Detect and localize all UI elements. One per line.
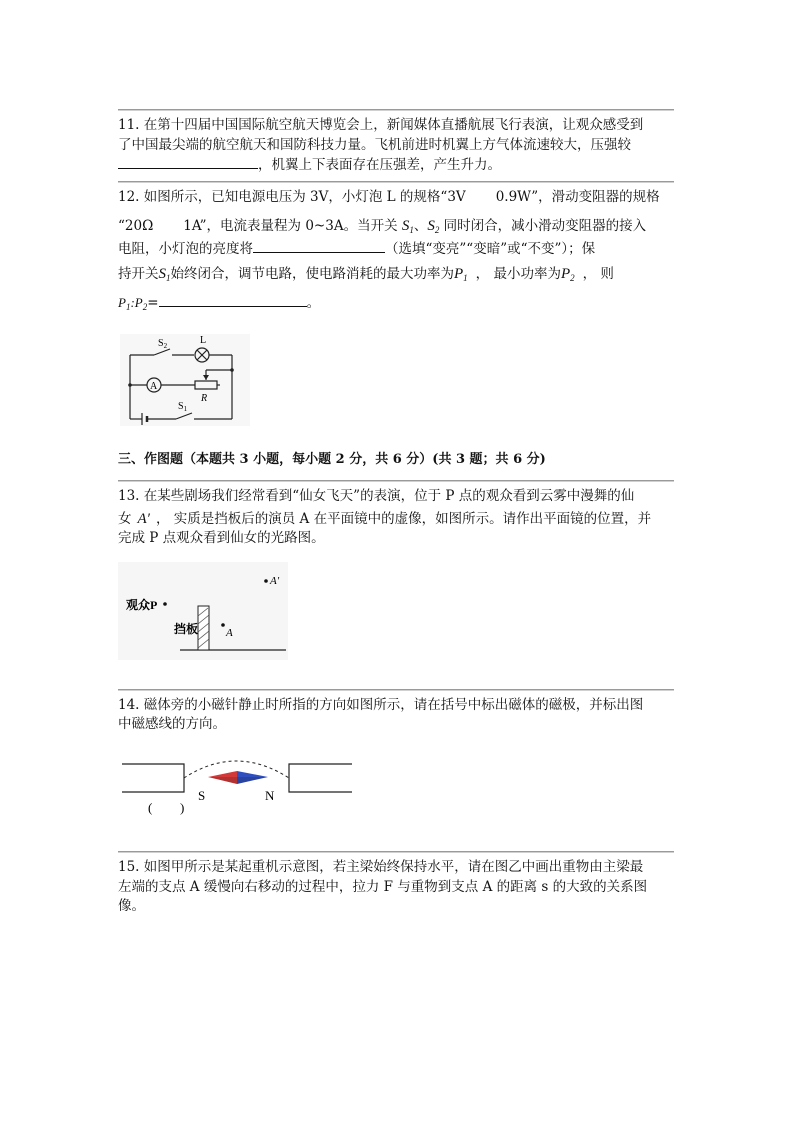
q11-answer-blank[interactable] (118, 154, 258, 169)
q12-line-2: “20Ω 1A”，电流表量程为 0~3A。当开关 $S_1$、$S_2$ 同时闭合，减小滑动变阻器的接入 (118, 218, 647, 235)
q15-line-2: 左端的支点 A 缓慢向右移动的过程中，拉力 F 与重物到支点 A 的距离 s 的大致的关系图 (118, 879, 648, 895)
magnet-paren-right: ) (180, 800, 185, 815)
magnet-paren-left: ( (148, 800, 153, 815)
q14-magnet-figure (118, 752, 358, 814)
mirror-label-board: 挡板 (174, 622, 199, 636)
q11-line-2: 了中国最尖端的航空航天和国防科技力量。飞机前进时机翼上方气体流速较大，压强较 (118, 137, 631, 153)
circuit-label-l: L (200, 335, 207, 346)
needle-label-s: S (198, 788, 206, 803)
q14-line-2: 中磁感线的方向。 (118, 716, 226, 732)
mirror-label-a-prime: A′ (270, 575, 280, 587)
q12-line-1: 12. 如图所示，已知电源电压为 3V，小灯泡 L 的规格“3V 0.9W”，滑动变阻器的规格 (118, 189, 660, 205)
q12-circuit-figure (120, 334, 250, 426)
q12-switch-s1-b: $S_1$ (158, 266, 171, 283)
section-3-heading: 三、作图题（本题共 3 小题，每小题 2 分，共 6 分）(共 3 题；共 6 分) (118, 452, 546, 467)
q12-p2: $P_2$ (560, 266, 575, 283)
mirror-label-viewer: 观众P (126, 598, 158, 612)
divider-q13 (118, 480, 674, 482)
q12-brightness-blank[interactable] (253, 238, 385, 253)
circuit-label-s1: $S_1$ (178, 401, 188, 413)
needle-label-n: N (265, 788, 275, 803)
divider-q14 (118, 689, 674, 691)
circuit-label-r: R (201, 393, 208, 404)
circuit-label-s2: $S_2$ (158, 338, 168, 350)
q12-ratio-blank[interactable] (159, 292, 307, 307)
q13-line-3: 完成 P 点观众看到仙女的光路图。 (118, 530, 325, 546)
q14-line-1: 14. 磁体旁的小磁针静止时所指的方向如图所示，请在括号中标出磁体的磁极，并标出图 (118, 697, 644, 713)
q11-line-1: 11. 在第十四届中国国际航空航天博览会上，新闻媒体直播航展飞行表演，让观众感受到 (118, 117, 644, 133)
q13-line-1: 13. 在某些剧场我们经常看到“仙女飞天”的表演，位于 P 点的观众看到云雾中漫舞的仙 (118, 488, 635, 504)
q13-mirror-figure (118, 562, 288, 660)
q13-line-2: 女 A′ ， 实质是挡板后的演员 A 在平面镜中的虚像，如图所示。请作出平面镜的位置，并 (118, 511, 652, 527)
q13-a-prime: A′ (137, 511, 150, 527)
circuit-label-a: A (150, 381, 158, 392)
q15-line-1: 15. 如图甲所示是某起重机示意图，若主梁始终保持水平，请在图乙中画出重物由主梁最 (118, 859, 644, 875)
q15-line-3: 像。 (118, 898, 145, 914)
q12-line-4: 持开关$S_1$始终闭合，调节电路，使电路消耗的最大功率为$P_1$ ， 最小功率为$P_2$ ， 则 (118, 266, 614, 283)
q12-ratio: $P_1:P_2$ (118, 295, 148, 312)
mirror-label-a: A (226, 627, 233, 639)
q12-p1: $P_1$ (454, 266, 468, 283)
q12-switch-s1: $S_1$ (401, 218, 414, 235)
divider-q15 (118, 851, 674, 853)
q12-line-5: $P_1:P_2=$ 。 (118, 292, 320, 317)
q12-line-3: 电阻，小灯泡的亮度将 （选填“变亮”“变暗”或“不变”）；保 (118, 238, 595, 259)
q11-line-3: ，机翼上下表面存在压强差，产生升力。 (118, 154, 501, 175)
q12-switch-s2: $S_2$ (427, 218, 440, 235)
divider-q12 (118, 181, 674, 183)
divider-q11 (118, 109, 674, 111)
